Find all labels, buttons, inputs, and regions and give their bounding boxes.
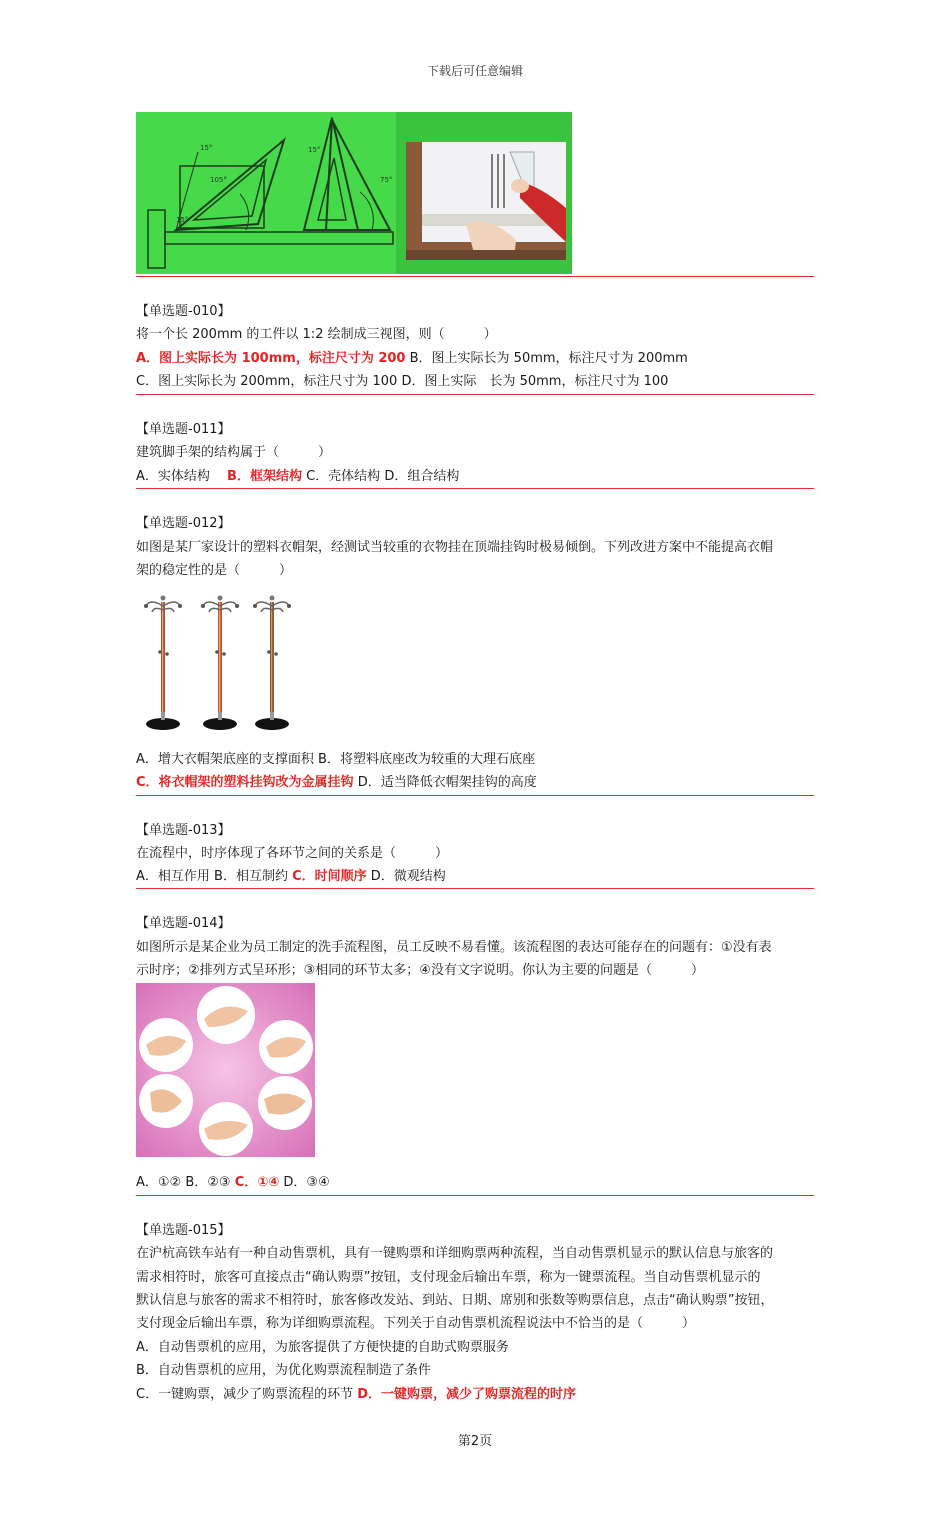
question-stem: 示时序；②排列方式呈环形；③相同的环节太多；④没有文字说明。你认为主要的问题是（ ）	[136, 963, 704, 978]
section-divider	[136, 1195, 814, 1196]
coat-rack-2	[201, 596, 239, 731]
hand-step-6	[139, 1018, 193, 1072]
option-a[interactable]: A．增大衣帽架底座的支撑面积	[136, 752, 314, 767]
question-stem: 在流程中，时序体现了各环节之间的关系是（ ）	[136, 846, 449, 861]
angle-label: 15°	[200, 144, 213, 152]
coat-rack-1	[144, 596, 182, 731]
question-stem: 架的稳定性的是（ ）	[136, 563, 293, 578]
option-c[interactable]: C．壳体结构	[306, 469, 381, 484]
section-divider	[136, 795, 814, 796]
answer-option-c[interactable]: C．①④	[234, 1175, 280, 1190]
option-b[interactable]: B．②③	[185, 1175, 231, 1190]
section-divider	[136, 394, 814, 395]
hand-step-5	[139, 1074, 193, 1128]
option-d[interactable]: D．图上实际 长为 50mm，标注尺寸为 100	[401, 374, 669, 389]
coat-rack-3	[253, 596, 291, 731]
options-row-1	[136, 350, 688, 368]
answer-option-d[interactable]: D．一键购票，减少了购票流程的时序	[357, 1387, 577, 1402]
answer-option-b[interactable]: B．框架结构	[227, 469, 302, 484]
hand-step-2	[259, 1020, 313, 1074]
options-row-2	[136, 373, 668, 391]
angle-label: 15°	[176, 216, 189, 224]
hand-step-1	[197, 986, 255, 1044]
question-stem: 建筑脚手架的结构属于（ ）	[136, 445, 332, 460]
question-tag: 【单选题-011】	[136, 422, 231, 437]
question-stem: 需求相符时，旅客可直接点击“确认购票”按钮，支付现金后输出车票，称为一键票流程。当自动售票机显示的	[136, 1270, 761, 1285]
angle-label: 75°	[380, 176, 393, 184]
question-stem: 支付现金后输出车票，称为详细购票流程。下列关于自动售票机流程说法中不恰当的是（ ）	[136, 1316, 696, 1331]
page-header: 下载后可任意编辑	[426, 64, 523, 78]
angle-label: 105°	[210, 176, 227, 184]
section-divider	[136, 488, 814, 489]
option-d[interactable]: D．微观结构	[370, 869, 446, 884]
section-divider	[136, 888, 814, 889]
answer-option-c[interactable]: C．将衣帽架的塑料挂钩改为金属挂钩	[136, 775, 354, 790]
handwashing-figure	[136, 983, 315, 1157]
question-tag: 【单选题-015】	[136, 1223, 231, 1238]
option-b[interactable]: B．相互制约	[214, 869, 288, 884]
question-stem: 如图是某厂家设计的塑料衣帽架，经测试当较重的衣物挂在顶端挂钩时极易倾倒。下列改进方案中不能提高衣帽	[136, 540, 774, 555]
question-stem: 在沪杭高铁车站有一种自动售票机，具有一键购票和详细购票两种流程，当自动售票机显示的默认信息与旅客的	[136, 1246, 774, 1261]
question-stem: 将一个长 200mm 的工件以 1:2 绘制成三视图，则（ ）	[136, 327, 497, 342]
question-stem: 默认信息与旅客的需求不相符时，旅客修改发站、到站、日期、席别和张数等购票信息，点击“确认购票”按钮，	[136, 1293, 774, 1308]
question-tag: 【单选题-013】	[136, 823, 231, 838]
option-b[interactable]: B．自动售票机的应用，为优化购票流程制造了条件	[136, 1363, 431, 1378]
question-tag: 【单选题-010】	[136, 304, 231, 319]
options-row-2	[136, 774, 537, 792]
answer-option-a[interactable]: A．图上实际长为 100mm，标注尺寸为 200	[136, 351, 406, 366]
options-row	[136, 468, 459, 486]
question-tag: 【单选题-014】	[136, 916, 231, 931]
option-d[interactable]: D．③④	[283, 1175, 330, 1190]
angle-label: 15°	[308, 146, 321, 154]
section-divider	[136, 276, 814, 277]
option-b[interactable]: B．将塑料底座改为较重的大理石底座	[318, 752, 535, 767]
hand-step-4	[199, 1102, 253, 1156]
options-row	[136, 1386, 576, 1404]
option-c[interactable]: C．图上实际长为 200mm，标注尺寸为 100	[136, 374, 398, 389]
question-stem: 如图所示是某企业为员工制定的洗手流程图，员工反映不易看懂。该流程图的表达可能存在的问题有：①没有表	[136, 940, 772, 955]
option-d[interactable]: D．适当降低衣帽架挂钩的高度	[357, 775, 537, 790]
question-tag: 【单选题-012】	[136, 516, 231, 531]
options-row	[136, 868, 446, 886]
option-a[interactable]: A．相互作用	[136, 869, 210, 884]
option-c[interactable]: C．一键购票，减少了购票流程的环节	[136, 1387, 354, 1402]
option-a[interactable]: A．①②	[136, 1175, 182, 1190]
options-row	[136, 1174, 330, 1192]
page-number: 第2页	[457, 1434, 493, 1449]
option-b[interactable]: B．图上实际长为 50mm，标注尺寸为 200mm	[409, 351, 688, 366]
option-d[interactable]: D．组合结构	[384, 469, 460, 484]
answer-option-c[interactable]: C．时间顺序	[292, 869, 367, 884]
option-a[interactable]: A．自动售票机的应用，为旅客提供了方便快捷的自助式购票服务	[136, 1340, 509, 1355]
hand-step-3	[258, 1076, 312, 1130]
options-row-1	[136, 751, 535, 769]
option-a[interactable]: A．实体结构	[136, 469, 223, 484]
triangle-drawing-figure	[136, 112, 572, 274]
coat-rack-figure	[136, 592, 302, 734]
